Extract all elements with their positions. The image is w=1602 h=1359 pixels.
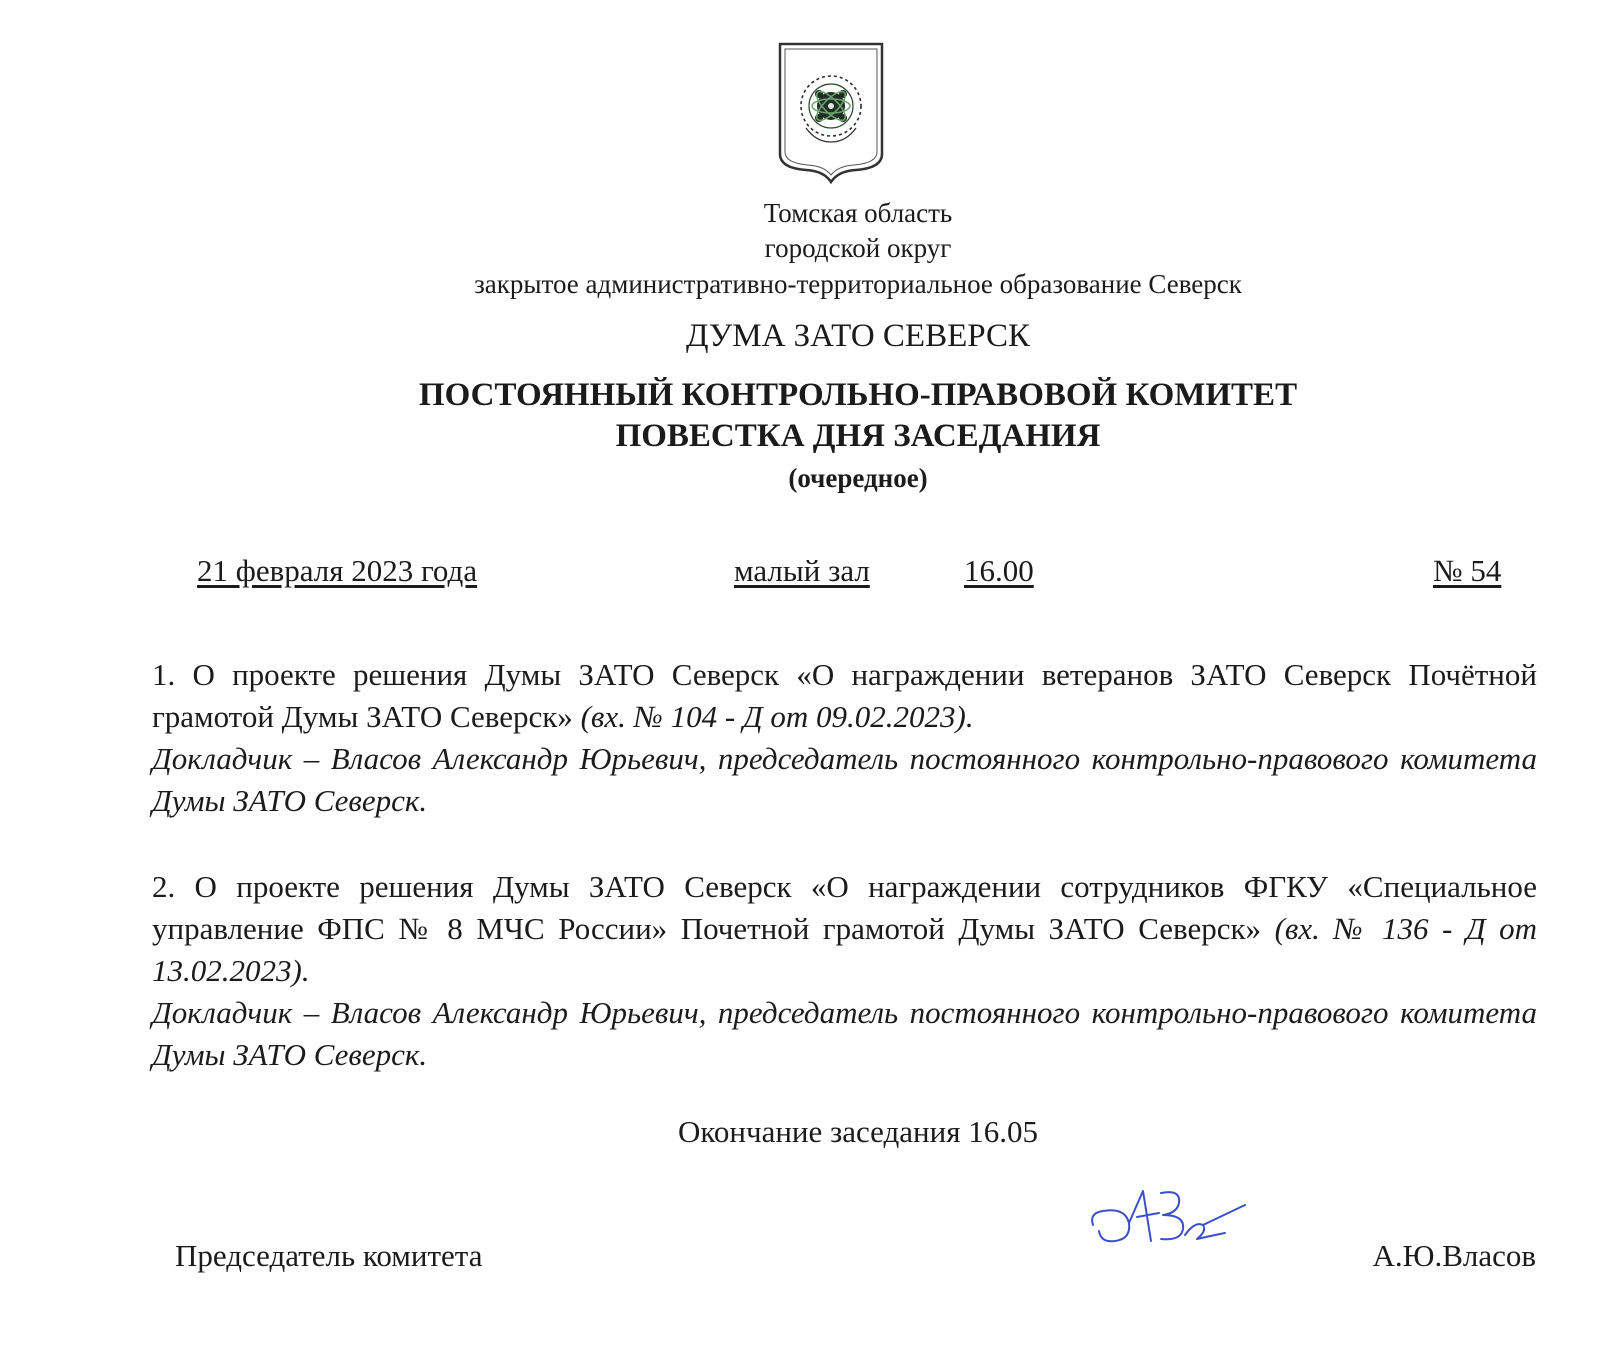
- agenda-item-speaker: Докладчик – Власов Александр Юрьевич, председатель постоянного контрольно-правового комитета Думы ЗАТО Северск.: [152, 741, 1537, 818]
- zato-line: закрытое административно-территориальное образование Северск: [474, 269, 1242, 299]
- meeting-date: 21 февраля 2023 года: [197, 553, 478, 588]
- meeting-time: 16.00: [964, 553, 1034, 588]
- meeting-number: № 54: [1433, 553, 1502, 588]
- signatory-name: А.Ю.Власов: [1372, 1238, 1536, 1273]
- handwritten-signature: [1085, 1183, 1250, 1255]
- agenda-title: ПОВЕСТКА ДНЯ ЗАСЕДАНИЯ: [615, 418, 1101, 454]
- district-line: городской округ: [764, 233, 952, 263]
- signatory-title: Председатель комитета: [175, 1238, 483, 1273]
- end-of-meeting: Окончание заседания 16.05: [678, 1114, 1038, 1149]
- agenda-item-reference: (вх. № 104 - Д от 09.02.2023).: [580, 699, 974, 734]
- committee-title: ПОСТОЯННЫЙ КОНТРОЛЬНО-ПРАВОВОЙ КОМИТЕТ: [418, 377, 1298, 413]
- agenda-item-text: 1. О проекте решения Думы ЗАТО Северск «О награждении ветеранов ЗАТО Северск Почётной грамотой Думы ЗАТО Северск»: [152, 657, 1537, 734]
- agenda-item-speaker: Докладчик – Власов Александр Юрьевич, председатель постоянного контрольно-правового комитета Думы ЗАТО Северск.: [152, 995, 1537, 1072]
- meeting-type: (очередное): [788, 463, 928, 493]
- agenda-item-text: 2. О проекте решения Думы ЗАТО Северск «О награждении сотрудников ФГКУ «Специальное управление ФПС № 8 МЧС России» Почетной грамотой Думы ЗАТО Северск»: [152, 869, 1537, 946]
- agenda-item-2: [152, 866, 1537, 1076]
- agenda-item-reference: (вх. № 136 - Д от 13.02.2023).: [152, 911, 1538, 988]
- agenda-item-1: [152, 654, 1537, 822]
- duma-title: ДУМА ЗАТО СЕВЕРСК: [685, 318, 1031, 354]
- coat-of-arms-emblem: [776, 42, 886, 184]
- region-line: Томская область: [763, 198, 953, 228]
- meeting-room: малый зал: [734, 553, 870, 588]
